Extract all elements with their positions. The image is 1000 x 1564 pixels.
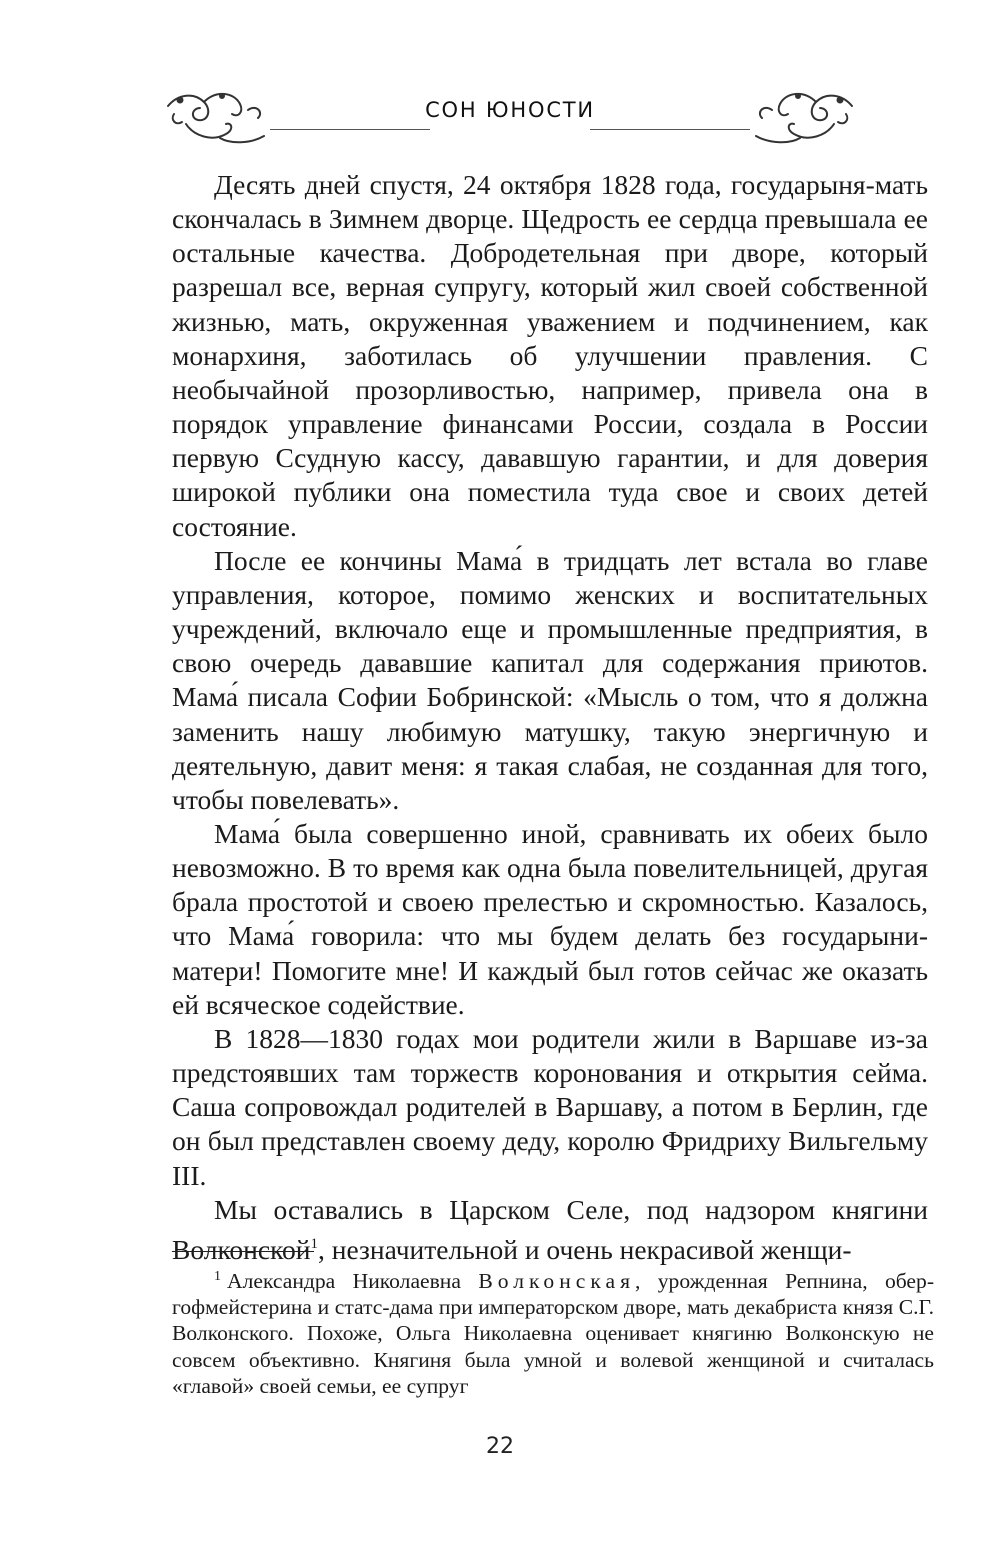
right-flourish-ornament-icon	[750, 84, 860, 148]
running-header-title: СОН ЮНОСТИ	[425, 98, 595, 122]
running-header	[160, 84, 860, 154]
footnote-separator	[172, 1251, 314, 1252]
footnote-reference-1[interactable]: 1	[310, 1235, 319, 1252]
header-rule-left	[270, 129, 430, 130]
paragraph-1: Десять дней спустя, 24 октября 1828 года, государыня-мать скончалась в Зимнем дворце. Щедрость ее сердца превышала ее остальные качества. Добродетельная при дворе, который разрешал все, верная супругу, который жил своей собственной жизнью, мать, окруженная уважением и подчинением, как монархиня, заботилась об улучшении правления. С необычайной прозорливостью, например, привела она в порядок управление финансами России, создала в России первую Ссудную кассу, дававшую гарантии, и для доверия широкой публики она поместила туда свое и своих детей состояние.	[172, 169, 928, 542]
footnote-name-spaced: Волконская	[478, 1269, 636, 1293]
paragraph-5	[172, 1193, 928, 1267]
footnote-1	[172, 1264, 934, 1399]
footnote-number: 1	[214, 1269, 221, 1284]
paragraph-4: В 1828—1830 годах мои родители жили в Варшаве из-за предстоявших там торжеств коронования и открытия сейма. Саша сопровождал родителей в Варшаву, а потом в Берлин, где он был представлен своему деду, королю Фридриху Вильгельму III.	[172, 1022, 928, 1191]
paragraph-5-text-before-note: Мы оставались в Царском Селе, под надзором княгини Волконской	[172, 1193, 928, 1265]
paragraph-2: После ее кончины Мама́ в тридцать лет встала во главе управления, которое, помимо женских и воспитательных учреждений, включало еще и промышленные предприятия, в свою очередь дававшие капитал для содержания приютов. Мама́ писала Софии Бобринской: «Мысль о том, что я должна заменить нашу любимую матушку, такую энергичную и деятельную, давит меня: я такая слабая, не созданная для того, чтобы повелевать».	[172, 544, 928, 815]
main-text	[172, 168, 928, 1267]
paragraph-5-text-after-note: , незначительной и очень некрасивой женщи-	[318, 1233, 852, 1265]
footnote-text: , урожденная Репнина, обер-гофмейстерина и статс-дама при императорском дворе, мать декабриста князя С.Г. Волконского. Похоже, Ольга Николаевна оценивает княгиню Волконскую не совсем объективно. Княгиня была умной и волевой женщиной и считалась «главой» своей семьи, ее супруг	[172, 1269, 935, 1398]
header-rule-right	[590, 129, 750, 130]
footnote-name-plain: Александра Николаевна	[227, 1269, 461, 1293]
paragraph-3: Мама́ была совершенно иной, сравнивать их обеих было невозможно. В то время как одна была повелительницей, другая брала простотой и своею прелестью и скромностью. Казалось, что Мама́ говорила: что мы будем делать без государыни-матери! Помогите мне! И каждый был готов сейчас же оказать ей всяческое содействие.	[172, 817, 928, 1020]
page-number: 22	[486, 1434, 514, 1459]
